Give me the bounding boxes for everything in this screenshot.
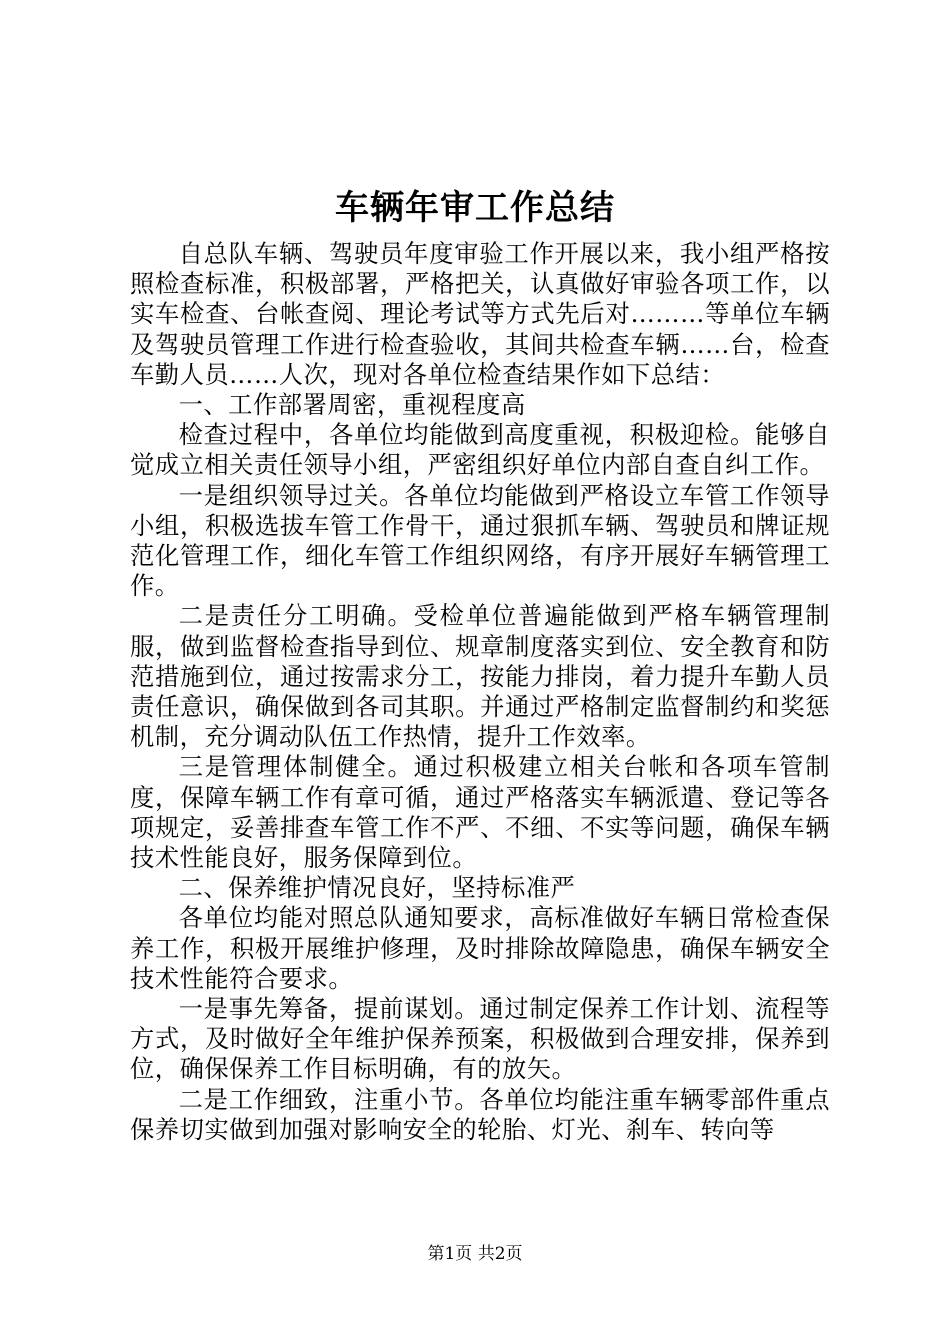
document-body xyxy=(130,239,830,1145)
document-title: 车辆年审工作总结 xyxy=(335,188,615,228)
paragraph: 一是组织领导过关。各单位均能做到严格设立车管工作领导小组，积极选拔车管工作骨干，通过狠抓车辆、驾驶员和牌证规范化管理工作，细化车管工作组织网络，有序开展好车辆管理工作。 xyxy=(130,480,830,601)
paragraph-intro: 自总队车辆、驾驶员年度审验工作开展以来，我小组严格按照检查标准，积极部署，严格把关，认真做好审验各项工作，以实车检查、台帐查阅、理论考试等方式先后对………等单位车辆及驾驶员管理工作进行检查验收，其间共检查车辆……台，检查车勤人员……人次，现对各单位检查结果作如下总结： xyxy=(130,239,830,389)
paragraph: 检查过程中，各单位均能做到高度重视，积极迎检。能够自觉成立相关责任领导小组，严密组织好单位内部自查自纠工作。 xyxy=(130,420,830,480)
page-footer: 第1页 共2页 xyxy=(427,1244,523,1264)
paragraph: 各单位均能对照总队通知要求，高标准做好车辆日常检查保养工作，积极开展维护修理，及时排除故障隐患，确保车辆安全技术性能符合要求。 xyxy=(130,903,830,993)
section-heading-2: 二、保养维护情况良好，坚持标准严 xyxy=(178,873,576,903)
paragraph: 一是事先筹备，提前谋划。通过制定保养工作计划、流程等方式，及时做好全年维护保养预案，积极做到合理安排，保养到位，确保保养工作目标明确，有的放矢。 xyxy=(130,994,830,1084)
paragraph: 二是工作细致，注重小节。各单位均能注重车辆零部件重点保养切实做到加强对影响安全的轮胎、灯光、刹车、转向等 xyxy=(130,1084,830,1144)
section-heading-1: 一、工作部署周密，重视程度高 xyxy=(178,390,526,420)
paragraph: 二是责任分工明确。受检单位普遍能做到严格车辆管理制服，做到监督检查指导到位、规章制度落实到位、安全教育和防范措施到位，通过按需求分工，按能力排岗，着力提升车勤人员责任意识，确保做到各司其职。并通过严格制定监督制约和奖惩机制，充分调动队伍工作热情，提升工作效率。 xyxy=(130,601,830,752)
paragraph: 三是管理体制健全。通过积极建立相关台帐和各项车管制度，保障车辆工作有章可循，通过严格落实车辆派遣、登记等各项规定，妥善排查车管工作不严、不细、不实等问题，确保车辆技术性能良好，服务保障到位。 xyxy=(130,752,830,873)
